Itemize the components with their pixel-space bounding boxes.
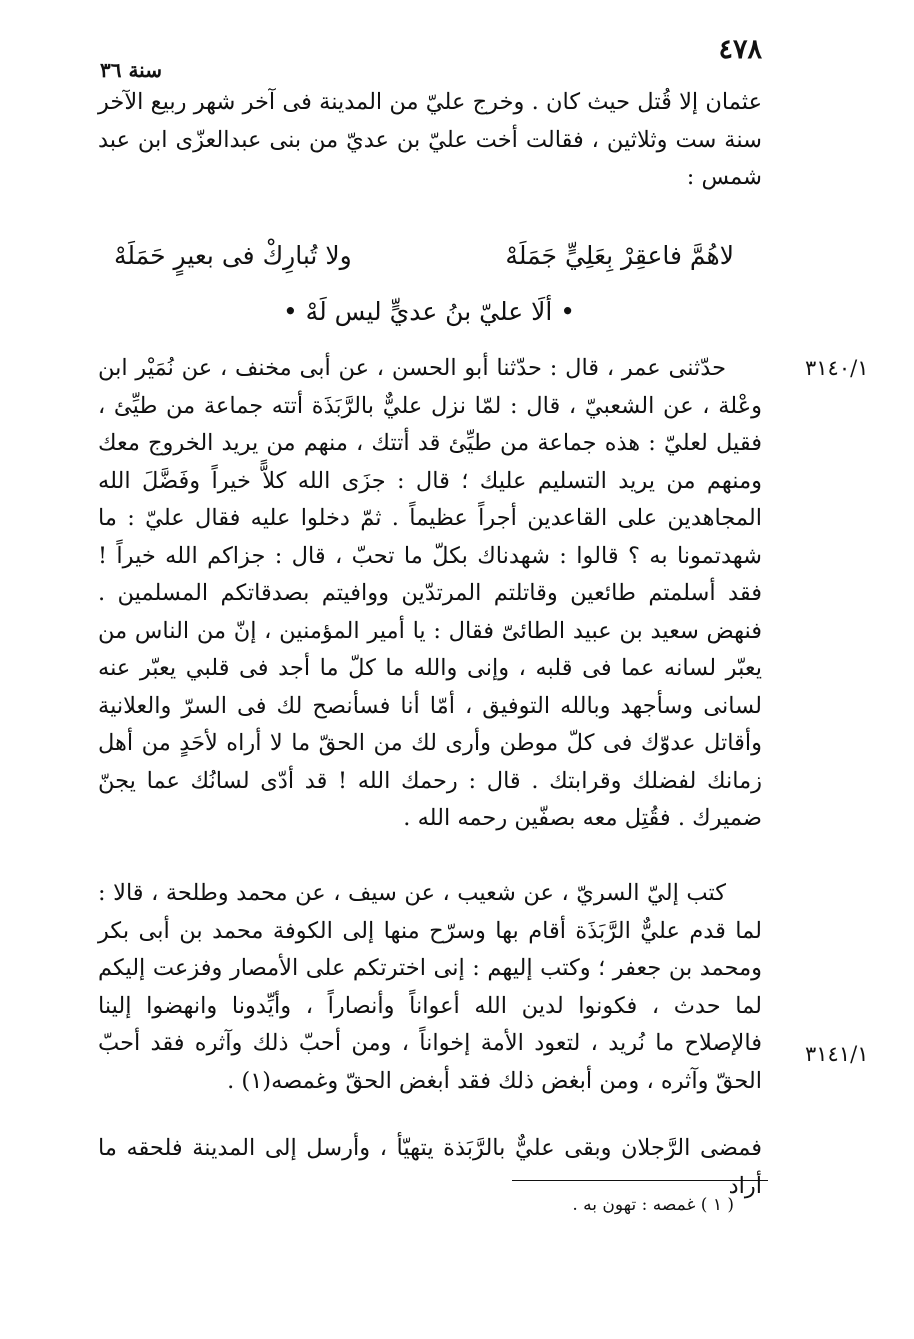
paragraph-2 xyxy=(98,875,762,1100)
poem-line-2: • ألَا عليّ بنُ عديٍّ ليس لَهْ • xyxy=(282,297,575,326)
running-header-year: سنة ٣٦ xyxy=(100,58,162,82)
paragraph-2-text: كتب إليّ السريّ ، عن شعيب ، عن سيف ، عن محمد وطلحة ، قالا : لما قدم عليٌّ الرَّبَذَة أقام بها وسرّح منها إلى الكوفة محمد بن أبى بكر ومحمد بن جعفر ؛ وكتب إليهم : إنى اخترتكم على الأمصار وفزعت إليكم لما حدث ، فكونوا لدين الله أعواناً وأنصاراً ، وأيِّدونا وانهضوا إلينا فالإصلاح ما نُريد ، لتعود الأمة إخواناً ، ومن أحبّ ذلك وآثره فقد أحبّ الحقّ وآثره ، ومن أبغض ذلك فقد أبغض الحقّ وغمصه(١) . xyxy=(98,880,762,1094)
poem-hemistich-first: لاهُمَّ فاعقِرْ بِعَلِيٍّ جَمَلَهْ xyxy=(505,241,734,270)
paragraph-3-text: فمضى الرَّجلان وبقى عليٌّ بالرَّبَذة يتهيّأ ، وأرسل إلى المدينة فلحقه ما أراد xyxy=(98,1135,762,1199)
poem-verses xyxy=(94,228,764,340)
margin-marker-3141: ٣١٤١/١ xyxy=(805,1042,869,1066)
paragraph-1-text: حدّثنى عمر ، قال : حدّثنا أبو الحسن ، عن أبى مخنف ، عن نُمَيْر ابن وعْلة ، عن الشعبيّ ، قال : لمّا نزل عليٌّ بالرَّبَذَة أتته جماعة من طيِّئ ، فقيل لعليّ : هذه جماعة من طيِّئ قد أتتك ، منهم من يريد الخروج معك ومنهم من يريد التسليم عليك ؛ قال : جزَى الله كلاًّ خيراً وفَضَّلَ الله المجاهدين على القاعدين أجراً عظيماً . ثمّ دخلوا عليه فقال عليّ : ما شهدتمونا به ؟ قالوا : شهدناك بكلّ ما تحبّ ، قال : جزاكم الله خيراً ! فقد أسلمتم طائعين وقاتلتم المرتدّين ووافيتم بصدقاتكم المسلمين . فنهض سعيد بن عبيد الطائىّ فقال : يا أمير المؤمنين ، إنّ من الناس من يعبّر لسانه عما فى قلبه ، وإنى والله ما كلّ ما أجد فى قلبي يعبّر عنه لسانى وسأجهد وبالله التوفيق ، أمّا أنا فسأنصح لك فى السرّ والعلانية وأقاتل عدوّك فى كلّ موطن وأرى لك من الحقّ ما لا أراه لأحَدٍ من أهل زمانك لفضلك وقرابتك . قال : رحمك الله ! قد أدّى لسانُك عما يجنّ ضميرك . فقُتِل معه بصفّين رحمه الله . xyxy=(98,355,762,831)
intro-text: عثمان إلا قُتل حيث كان . وخرج عليّ من المدينة فى آخر شهر ربيع الآخر سنة ست وثلاثين ، فقالت أخت عليّ بن عديّ من بنى عبدالعزّى ابن عبد شمس : xyxy=(98,89,762,190)
margin-marker-3140: ٣١٤٠/١ xyxy=(805,356,869,380)
page-number: ٤٧٨ xyxy=(718,34,762,65)
paragraph-1 xyxy=(98,350,762,838)
poem-hemistich-second: ولا تُبارِكْ فى بعيرٍ حَمَلَهْ xyxy=(114,241,352,270)
paragraph-3 xyxy=(98,1130,762,1205)
poem-line-1 xyxy=(94,228,764,284)
intro-paragraph xyxy=(98,84,762,197)
footnote: ( ١ ) غمصه : تهون به . xyxy=(572,1195,734,1215)
footnote-divider xyxy=(512,1180,768,1181)
